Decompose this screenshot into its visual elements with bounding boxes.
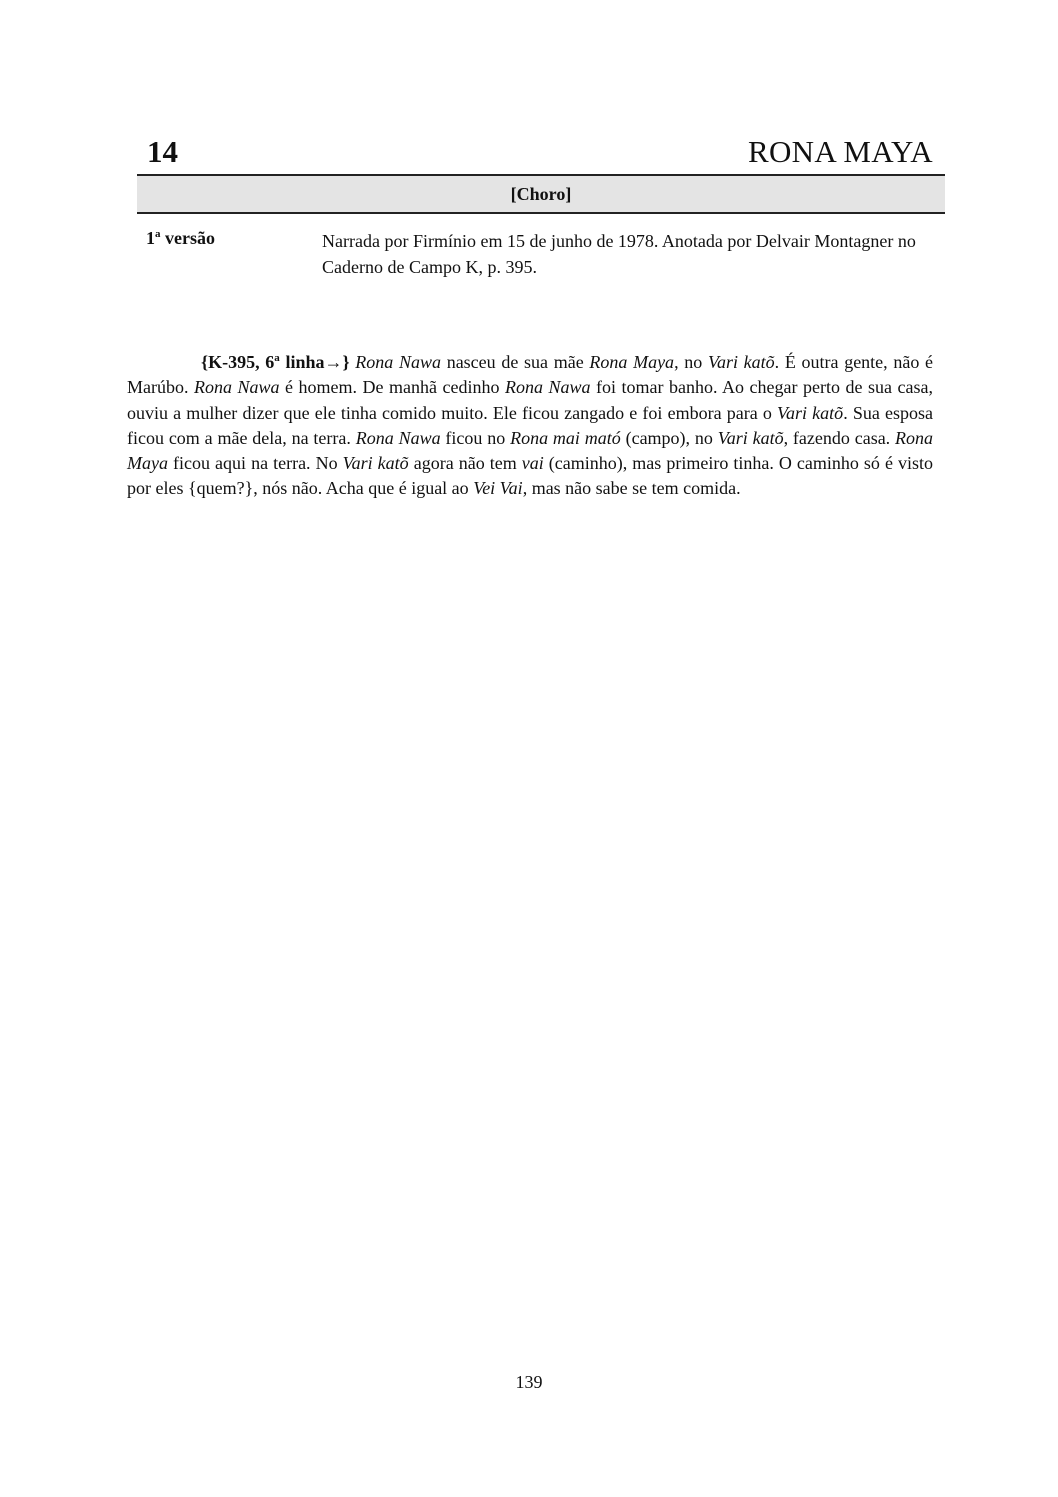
reference-close: linha→} bbox=[279, 352, 350, 372]
text-run: (campo), no bbox=[620, 427, 718, 448]
italic-term: Rona Maya bbox=[589, 352, 675, 372]
section-label: [Choro] bbox=[510, 183, 572, 204]
text-run: . É outra gente, não é Marúbo. bbox=[127, 352, 934, 398]
italic-term: Rona Nawa bbox=[194, 377, 280, 398]
version-label-text: versão bbox=[160, 228, 215, 248]
page-number: 139 bbox=[515, 1372, 543, 1392]
reference-marker bbox=[201, 352, 350, 372]
text-run: ficou no bbox=[440, 427, 511, 448]
section-band bbox=[137, 174, 945, 214]
text-run: (caminho), mas primeiro tinha. O caminho só é visto por eles {quem?}, nós não. Acha que é igual ao bbox=[127, 453, 933, 499]
text-run: foi tomar banho. Ao chegar perto de sua casa, ouviu a mulher dizer que ele tinha comido muito. Ele ficou zangado e foi embora para o bbox=[127, 377, 933, 423]
version-label-sup: a bbox=[155, 228, 161, 240]
chapter-number: 14 bbox=[147, 134, 178, 169]
italic-term: Rona Nawa bbox=[355, 352, 441, 372]
reference-open: {K-395, 6 bbox=[201, 352, 275, 372]
italic-term: Vari katõ bbox=[707, 352, 775, 372]
italic-term: Rona Nawa bbox=[355, 427, 441, 448]
italic-term: Vei Vai bbox=[473, 478, 523, 499]
version-label bbox=[146, 228, 215, 249]
text-run: agora não tem bbox=[408, 453, 522, 474]
italic-term: Rona Maya bbox=[127, 427, 934, 474]
chapter-title: RONA MAYA bbox=[747, 134, 933, 169]
italic-term: vai bbox=[521, 453, 544, 474]
italic-term: Rona mai mató bbox=[510, 427, 621, 448]
body-text bbox=[127, 352, 933, 498]
version-label-number: 1 bbox=[146, 228, 155, 248]
text-run: . Sua esposa ficou com a mãe dela, na terra. bbox=[127, 402, 933, 448]
chapter-header bbox=[137, 134, 945, 174]
body-paragraph bbox=[127, 346, 933, 502]
text-run: , fazendo casa. bbox=[783, 427, 896, 448]
text-run: é homem. De manhã cedinho bbox=[279, 377, 505, 398]
version-description: Narrada por Firmínio em 15 de junho de 1978. Anotada por Delvair Montagner no Caderno de Campo K, p. 395. bbox=[322, 231, 916, 277]
italic-term: Vari katõ bbox=[777, 402, 844, 423]
text-run: ficou aqui na terra. No bbox=[167, 453, 343, 474]
text-run: , no bbox=[674, 352, 708, 372]
reference-sup: a bbox=[274, 352, 280, 364]
text-run: , mas não sabe se tem comida. bbox=[522, 478, 741, 499]
text-run: nasceu de sua mãe bbox=[441, 352, 590, 372]
italic-term: Vari katõ bbox=[342, 453, 409, 474]
italic-term: Vari katõ bbox=[717, 427, 784, 448]
italic-term: Rona Nawa bbox=[505, 377, 591, 398]
